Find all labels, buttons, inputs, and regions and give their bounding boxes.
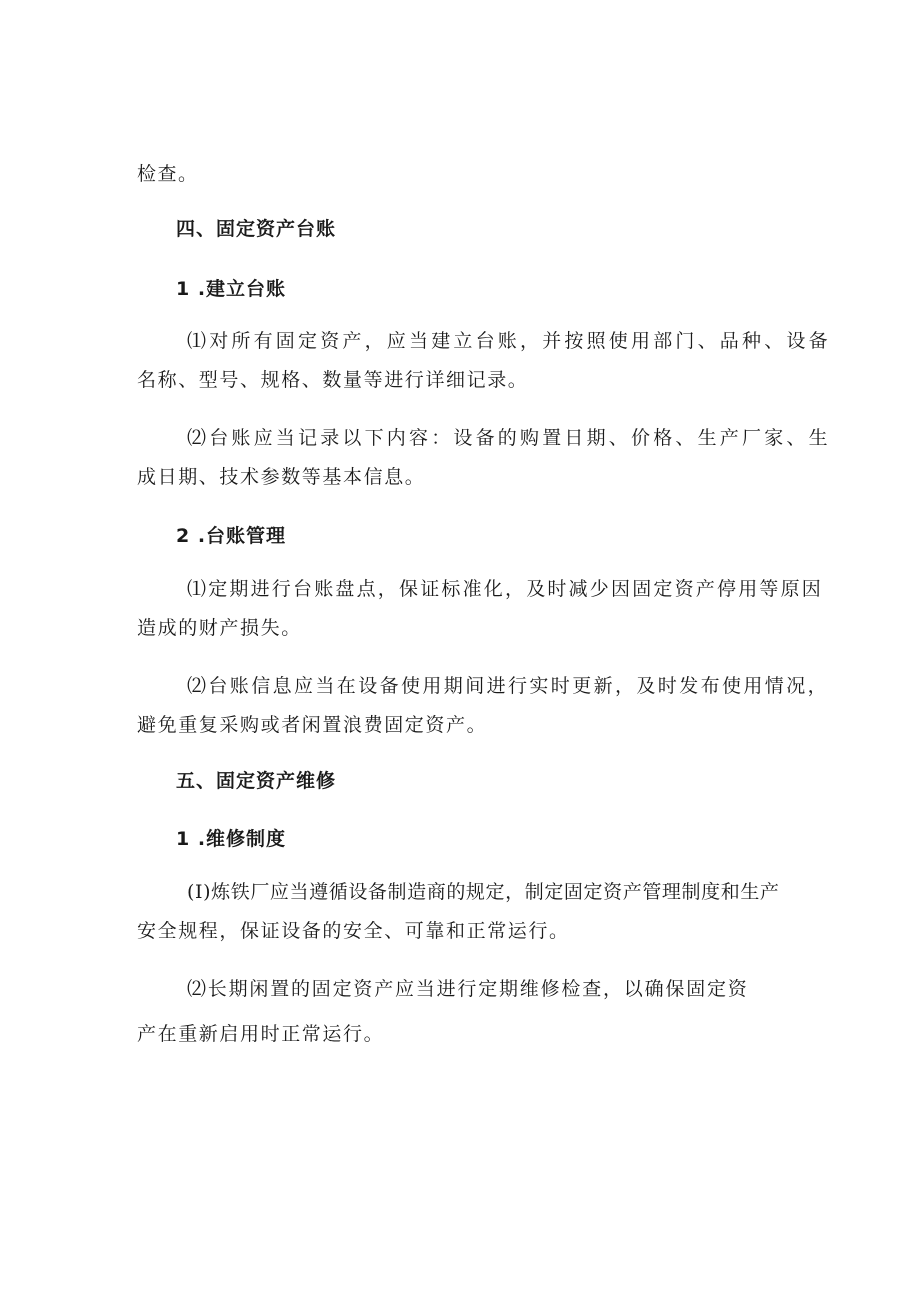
paragraph-line: 避免重复采购或者闲置浪费固定资产。 — [137, 714, 488, 736]
paragraph-line: 名称、型号、规格、数量等进行详细记录。 — [137, 369, 529, 391]
section-heading-ledger: 四、固定资产台账 — [176, 218, 337, 240]
subheading-ledger-management: 2 .台账管理 — [176, 525, 287, 547]
paragraph-line: (I)炼铁厂应当遵循设备制造商的规定，制定固定资产管理制度和生产 — [187, 881, 780, 903]
paragraph-line: ⑵台账信息应当在设备使用期间进行实时更新，及时发布使用情况， — [187, 675, 830, 697]
paragraph-line: ⑴对所有固定资产，应当建立台账，并按照使用部门、品种、设备 — [187, 330, 831, 352]
paragraph-line: 安全规程，保证设备的安全、可靠和正常运行。 — [137, 920, 570, 942]
paragraph-continuation-line: 检查。 — [137, 163, 199, 185]
paragraph-line: 成日期、技术参数等基本信息。 — [137, 466, 426, 488]
subheading-establish-ledger: 1 .建立台账 — [176, 278, 287, 300]
paragraph-line: 造成的财产损失。 — [137, 617, 302, 639]
subheading-maintenance-system: 1 .维修制度 — [176, 828, 287, 850]
paragraph-line: ⑴定期进行台账盘点，保证标准化，及时减少因固定资产停用等原因 — [187, 578, 824, 600]
paragraph-line: ⑵台账应当记录以下内容：设备的购置日期、价格、生产厂家、生 — [187, 427, 831, 449]
paragraph-line: ⑵长期闲置的固定资产应当进行定期维修检查，以确保固定资 — [187, 978, 749, 1000]
paragraph-line: 产在重新启用时正常运行。 — [137, 1023, 385, 1045]
section-heading-maintenance: 五、固定资产维修 — [176, 770, 337, 792]
